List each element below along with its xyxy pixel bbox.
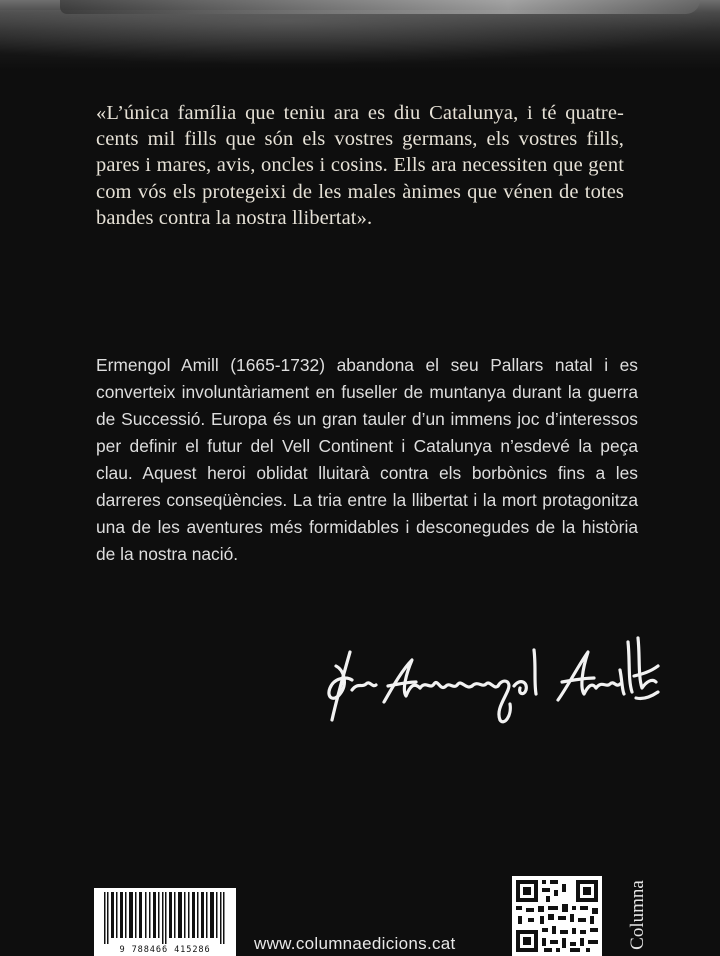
publisher-label: Columna	[627, 880, 648, 950]
qr-code[interactable]	[512, 876, 602, 956]
isbn-barcode	[94, 888, 236, 956]
photo-highlight	[60, 0, 700, 14]
isbn-digits: 9 788466 415286	[94, 945, 236, 955]
qr-code-pattern	[512, 876, 602, 956]
publisher-website[interactable]: www.columnaedicions.cat	[254, 934, 456, 953]
book-synopsis: Ermengol Amill (1665-1732) abandona el seu Pallars natal i es converteix involuntàriament en fuseller de muntanya durant la guerra de Successió. Europa és un gran tauler d’un immens joc d’interessos per definir el futur del Vell Continent i Catalunya n’esdevé la peça clau. Aquest heroi oblidat lluitarà contra els borbònics fins a les darreres conseqüències. La tria entre la llibertat i la mort protagonitza una de les aventures més formidables i desconegudes de la història de la nostra nació.	[96, 355, 638, 564]
handwritten-signature	[322, 630, 662, 730]
publisher-name	[618, 874, 658, 956]
barcode-bars	[94, 888, 236, 944]
epigraph-quote: «L’única família que teniu ara es diu Catalunya, i té quatre-cents mil fills que són els vostres germans, els vostres fills, pares i mares, avis, oncles i cosins. Ells ara necessiten que gent com vós els protegeixi de les males ànimes que vénen de totes bandes contra la nostra llibertat».	[96, 102, 624, 229]
cover-photo-strip	[0, 0, 720, 70]
photo-haze	[0, 10, 720, 65]
